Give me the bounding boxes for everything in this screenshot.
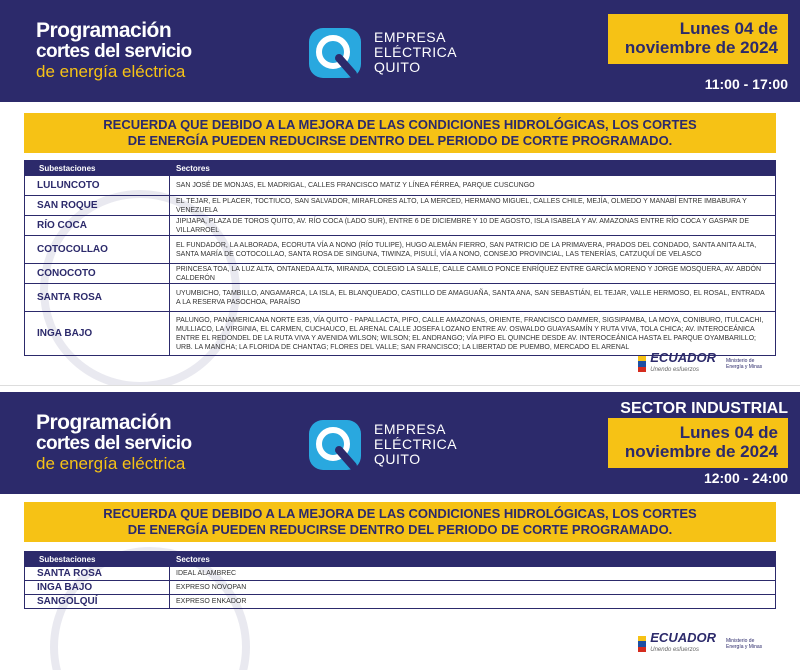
brand-name: [374, 30, 457, 75]
sectors-cell: UYUMBICHO, TAMBILLO, ANGAMARCA, LA ISLA, EL BLANQUEADO, CASTILLO DE AMAGUAÑA, SANTA ANA, SAN SEBASTIÁN, EL TEJAR, VALLE HERMOSO, EL ROSAL, ENTRADA A LA RESERVA PASOCHOA, PARAÍSO: [176, 289, 765, 306]
sectors-cell: PALUNGO, PANAMERICANA NORTE E35, VÍA QUITO - PAPALLACTA, PIFO, CALLE AMAZONAS, ORIENTE, FRANCISCO DAMMER, SIGSIPAMBA, LA MOYA, CONIBURO, ITULCACHI, MULLIACO, LA VIRGINIA, EL CARMEN, CUCHAUCO, EL ARENAL CALLE JOSEFA LOZANO ENTRE AV. OSWALDO GUAYASAMÍN Y RUTA VIVA, TOLA CHICA; AV. INTEROCEÁNICA ENTRE EL REDONDEL DE LA RUTA VIVA Y AVENIDA WILSON; WILSON; EL ANDRANGO; VÍA PIFO EL QUINCHE DESDE AV. INTEROCEÁNICA HASTA EL PARQUE OYAMBARILLO; URB. LA MANCHA; LA FLORIDA DE CHANTAG; FLORES DEL VALLE; SAN FRANCISCO; LA LIBERTAD DE PUEMBO, MERCADO EL ARENAL: [176, 316, 764, 351]
table-row: [25, 311, 775, 355]
substation-cell: INGA BAJO: [25, 312, 170, 355]
ecuador-government-logo: [638, 632, 770, 656]
table-row: [25, 235, 775, 263]
country-tagline: Unendo esfuerzos: [650, 647, 699, 653]
brand-line2: ELÉCTRICA: [374, 44, 458, 60]
title-line2: cortes del servicio: [36, 41, 192, 62]
table-row: [25, 566, 775, 580]
brand-line3: QUITO: [374, 59, 421, 75]
substation-cell: COTOCOLLAO: [25, 236, 170, 263]
table-row: [25, 594, 775, 608]
substation-cell: LULUNCOTO: [25, 176, 170, 195]
date-line2: noviembre de 2024: [624, 38, 778, 57]
time-range: 11:00 - 17:00: [704, 76, 788, 92]
ministry-label: Ministerio de Energía y Minas: [726, 358, 763, 370]
sectors-cell: EXPRESO ENKADOR: [176, 598, 247, 605]
eeq-logo-icon: [305, 416, 365, 474]
country-tagline: Unendo esfuerzos: [650, 367, 699, 373]
date-badge: [608, 418, 788, 468]
sectors-cell: EL FUNDADOR, LA ALBORADA, ECORUTA VÍA A NONO (RÍO TULIPE), HUGO ALEMÁN FIERRO, SAN PATRICIO DE LA PRIMAVERA, PRADOS DEL CONDADO, SANTA ANITA ALTA, SANTA MARÍA DE COTOCOLLAO, SANTA ROSA DE SINGUNA, TIWINZA, PISULÍ, VÍA A NONO, CONSEJO PROVINCIAL, LAS TENERÍAS, CATZUQUÍ DE VELASCO: [176, 241, 757, 258]
date-badge: [608, 14, 788, 64]
table-row: [25, 175, 775, 195]
country-name: ECUADOR: [650, 630, 716, 645]
table-row: [25, 263, 775, 283]
flag-icon: [638, 636, 646, 652]
header-substation: Subestaciones: [39, 554, 96, 564]
notice-banner: [24, 113, 776, 153]
notice-banner: [24, 502, 776, 542]
title-line3: de energía eléctrica: [36, 62, 186, 81]
date-line1: Lunes 04 de: [679, 19, 778, 38]
flag-icon: [638, 356, 646, 372]
table-row: [25, 215, 775, 235]
substation-cell: SANTA ROSA: [25, 567, 170, 580]
panel-header: [0, 392, 800, 494]
substation-cell: SANTA ROSA: [25, 284, 170, 311]
notice-line2: DE ENERGÍA PUEDEN REDUCIRSE DENTRO DEL PERIODO DE CORTE PROGRAMADO.: [127, 133, 673, 148]
schedule-panel-industrial: [0, 392, 800, 670]
date-line1: Lunes 04 de: [679, 423, 778, 442]
panel-header: [0, 0, 800, 102]
brand-line3: QUITO: [374, 451, 421, 467]
substation-cell: RÍO COCA: [25, 216, 170, 235]
title-line1: Programación: [36, 411, 172, 434]
ecuador-government-logo: [638, 352, 770, 376]
table-header: [25, 161, 775, 175]
table-row: [25, 580, 775, 594]
sectors-cell: PRINCESA TOA, LA LUZ ALTA, ONTANEDA ALTA, MIRANDA, COLEGIO LA SALLE, CALLE CAMILO PONCE ENRÍQUEZ ENTRE GARCÍA MORENO Y JORGE MOSQUERA, AV. ABDÓN CALDERÓN: [176, 265, 762, 282]
sectors-cell: EXPRESO NOVOPAN: [176, 584, 247, 591]
substation-cell: CONOCOTO: [25, 264, 170, 283]
sectors-cell: JIPIJAPA, PLAZA DE TOROS QUITO, AV. RÍO COCA (LADO SUR), ENTRE 6 DE DICIEMBRE Y 10 DE AGOSTO, ISLA ISABELA Y AV. AMAZONAS ENTRE RÍO COCA Y GASPAR DE VILLARROEL: [176, 217, 750, 234]
substation-cell: SAN ROQUE: [25, 196, 170, 215]
eeq-logo-icon: [305, 24, 365, 82]
outage-table: [24, 551, 776, 609]
panel-title: [36, 412, 191, 472]
country-wordmark: [650, 352, 716, 376]
outage-table: [24, 160, 776, 356]
header-sectors: Sectores: [176, 554, 210, 564]
country-name: ECUADOR: [650, 350, 716, 365]
panel-title: [36, 20, 191, 80]
sectors-cell: SAN JOSÉ DE MONJAS, EL MADRIGAL, CALLES FRANCISCO MATIZ Y LÍNEA FÉRREA, PARQUE CUSCUNGO: [176, 182, 535, 189]
notice-line1: RECUERDA QUE DEBIDO A LA MEJORA DE LAS CONDICIONES HIDROLÓGICAS, LOS CORTES: [103, 117, 697, 132]
substation-cell: INGA BAJO: [25, 581, 170, 594]
table-row: [25, 283, 775, 311]
brand-name: [374, 422, 457, 467]
ministry-label: Ministerio de Energía y Minas: [726, 638, 763, 650]
country-wordmark: [650, 632, 716, 656]
header-substation: Subestaciones: [39, 163, 96, 173]
sectors-cell: EL TEJAR, EL PLACER, TOCTIUCO, SAN SALVADOR, MIRAFLORES ALTO, LA MERCED, HERMANO MIGUEL, CALLES CHILE, MEJÍA, OLMEDO Y MANABÍ ENTRE IMBABURA Y VENEZUELA: [176, 197, 747, 214]
notice-line1: RECUERDA QUE DEBIDO A LA MEJORA DE LAS CONDICIONES HIDROLÓGICAS, LOS CORTES: [103, 506, 697, 521]
table-row: [25, 195, 775, 215]
date-line2: noviembre de 2024: [624, 442, 778, 461]
sectors-cell: IDEAL ALAMBREC: [176, 570, 237, 577]
title-line2: cortes del servicio: [36, 433, 192, 454]
notice-line2: DE ENERGÍA PUEDEN REDUCIRSE DENTRO DEL PERIODO DE CORTE PROGRAMADO.: [127, 522, 673, 537]
substation-cell: SANGOLQUÍ: [25, 595, 170, 608]
sector-label: SECTOR INDUSTRIAL: [620, 400, 788, 417]
brand-line1: EMPRESA: [374, 421, 446, 437]
panel-separator: [0, 385, 800, 392]
table-header: [25, 552, 775, 566]
time-range: 12:00 - 24:00: [703, 470, 788, 486]
title-line3: de energía eléctrica: [36, 454, 186, 473]
brand-line1: EMPRESA: [374, 29, 446, 45]
title-line1: Programación: [36, 19, 172, 42]
brand-line2: ELÉCTRICA: [374, 436, 458, 452]
header-sectors: Sectores: [176, 163, 210, 173]
